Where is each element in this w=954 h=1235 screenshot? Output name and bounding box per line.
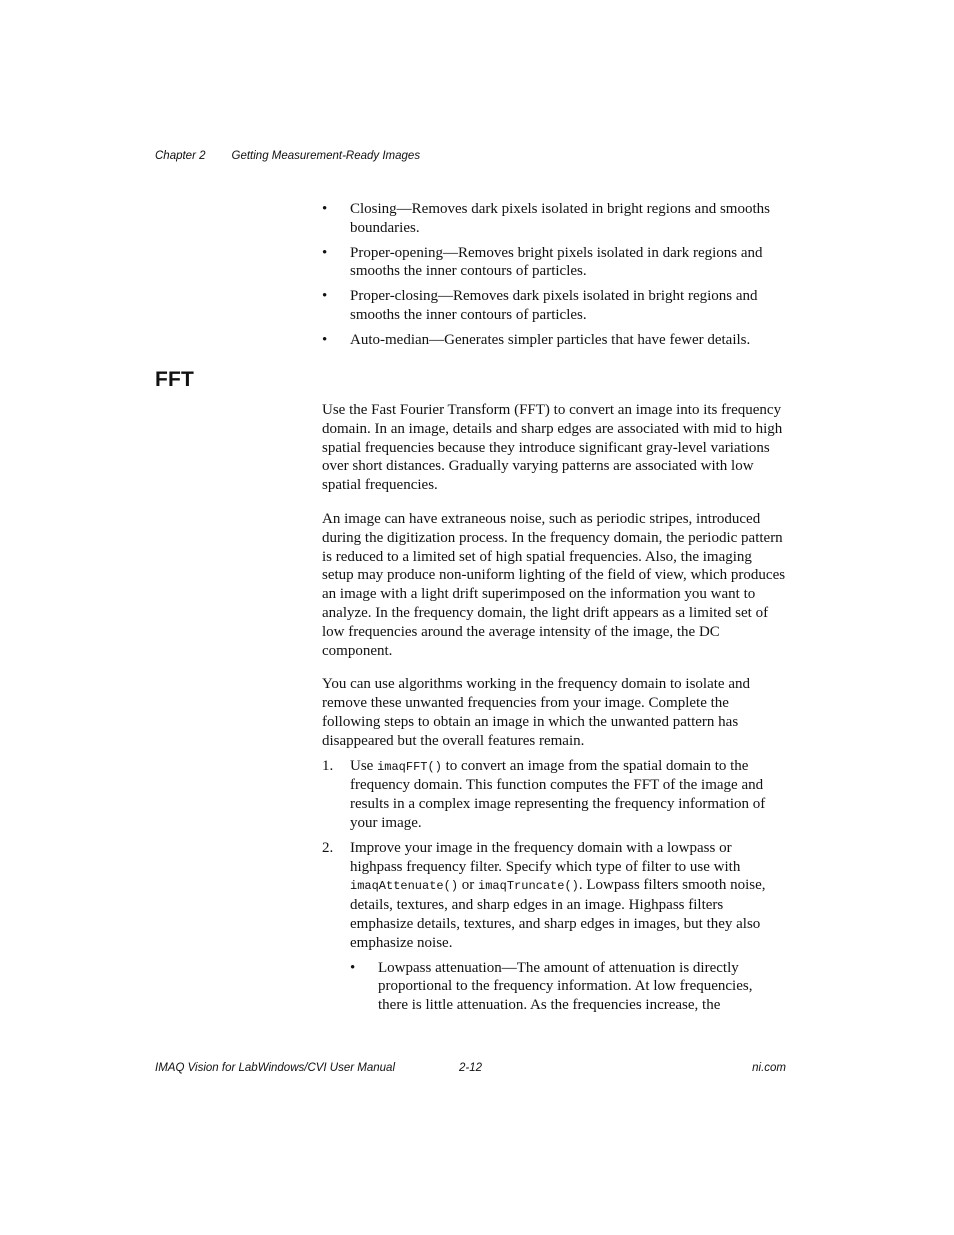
paragraph: You can use algorithms working in the frequency domain to isolate and remove these unwanted frequencies from your image. Complete the following steps to obtain an image in which the unwanted pattern has disappeared but the overall features remain. xyxy=(322,676,750,749)
code-imaqAttenuate: imaqAttenuate() xyxy=(350,879,459,894)
site-link[interactable]: ni.com xyxy=(752,1062,786,1074)
step-number: 1. xyxy=(322,757,334,774)
running-header xyxy=(155,150,420,162)
list-item: • Closing—Removes dark pixels isolated in bright regions and smooths boundaries. xyxy=(322,200,786,238)
sub-bullet-list xyxy=(350,959,786,1015)
list-item: • Proper-closing—Removes dark pixels isolated in bright regions and smooths the inner contours of particles. xyxy=(322,287,786,325)
code-imaqFFT: imaqFFT() xyxy=(377,759,442,774)
chapter-title: Getting Measurement-Ready Images xyxy=(231,150,421,162)
section-body xyxy=(322,401,786,1021)
chapter-label: Chapter 2 xyxy=(155,150,206,162)
page-number: 2-12 xyxy=(459,1062,483,1074)
top-bullet-list xyxy=(322,200,786,350)
step-item: 1. Use imaqFFT() to convert an image from the spatial domain to the frequency domain. This function computes the FFT of the image and results in a complex image representing the frequency information of your image. xyxy=(322,757,766,831)
list-item: • Proper-opening—Removes bright pixels isolated in dark regions and smooths the inner contours of particles. xyxy=(322,244,786,282)
paragraph: An image can have extraneous noise, such as periodic stripes, introduced during the digitization process. In the frequency domain, the periodic pattern is reduced to a limited set of high spatial frequencies. Also, the imaging setup may produce non-uniform lighting of the field of view, which produces an image with a light drift superimposed on the information you want to analyze. In the frequency domain, the light drift appears as a limited set of low frequencies around the average intensity of the image, the DC component. xyxy=(322,510,786,659)
steps-list xyxy=(322,757,786,1015)
top-bullet-list-block xyxy=(322,200,786,356)
section-heading: FFT xyxy=(155,368,195,391)
list-item: • Lowpass attenuation—The amount of attenuation is directly proportional to the frequency information. At low frequencies, there is little attenuation. As the frequencies increase, the xyxy=(350,959,786,1015)
list-item: • Auto-median—Generates simpler particles that have fewer details. xyxy=(322,331,786,350)
manual-title: IMAQ Vision for LabWindows/CVI User Manual xyxy=(155,1062,396,1074)
step-item: 2. Improve your image in the frequency domain with a lowpass or highpass frequency filter. Specify which type of filter to use with imaqAttenuate() or imaqTruncate(). Lowpass filters smooth noise, details, textures, and sharp edges in an image. Highpass filters emphasize details, textures, and sharp edges in images, but they also emphasize noise. • Lowpass attenuation—The amount of attenuation is directly proportional to the frequency information. At low frequencies, there is little attenuation. As the frequencies increase, the xyxy=(322,839,786,1015)
step-number: 2. xyxy=(322,839,334,856)
code-imaqTruncate: imaqTruncate() xyxy=(478,879,579,894)
paragraph: Use the Fast Fourier Transform (FFT) to convert an image into its frequency domain. In an image, details and sharp edges are associated with mid to high spatial frequencies because they introduce significant gray-level variations over short distances. Gradually varying patterns are associated with low spatial frequencies. xyxy=(322,402,783,494)
